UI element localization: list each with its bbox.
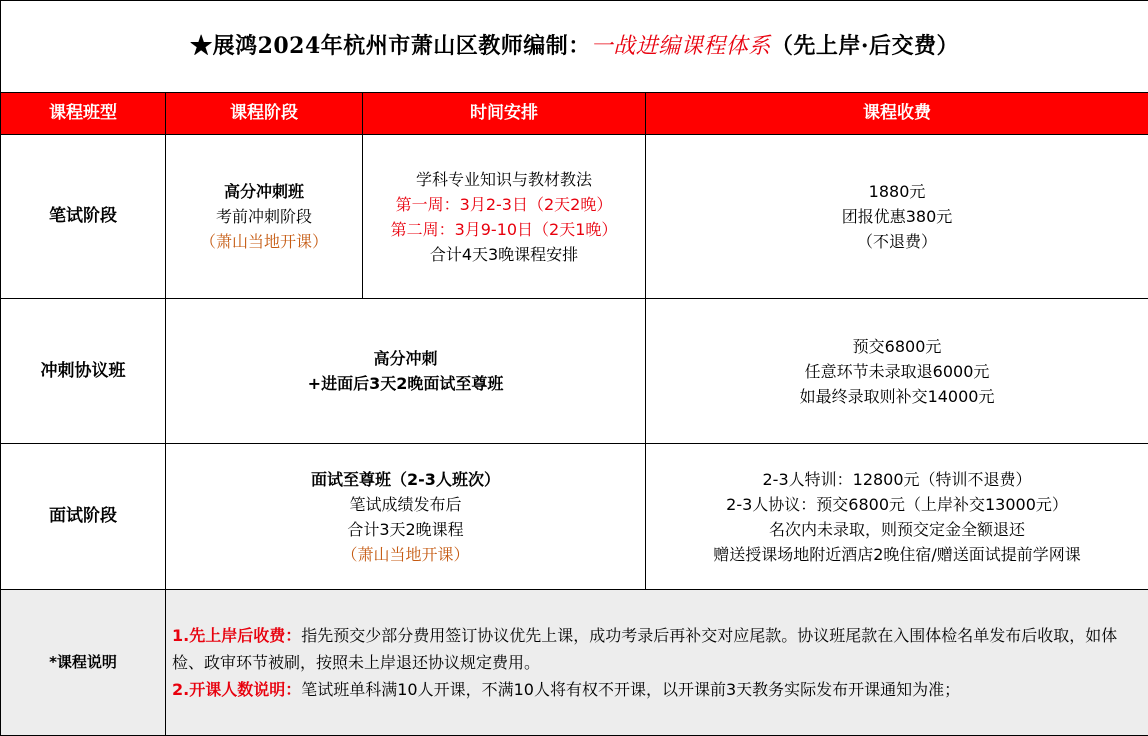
interview-fee-line2: 2-3人协议：预交6800元（上岸补交13000元） xyxy=(646,492,1148,517)
written-fee-group: 团报优惠380元 xyxy=(646,204,1148,229)
notes-cell xyxy=(166,590,1148,736)
written-fee-note: （不退费） xyxy=(646,229,1148,254)
written-stage-cell xyxy=(166,135,363,299)
written-schedule-cell xyxy=(363,135,646,299)
written-stage-name: 高分冲刺班 xyxy=(166,179,362,204)
header-course-stage: 课程阶段 xyxy=(166,93,363,135)
row-label-interview: 面试阶段 xyxy=(1,444,166,590)
notes-item-2-text: 笔试班单科满10人开课，不满10人将有权不开课，以开课前3天教务实际发布开课通知为准； xyxy=(301,680,960,699)
table-row-sprint xyxy=(1,299,1148,444)
written-schedule-week1: 第一周：3月2-3日（2天2晚） xyxy=(363,192,645,217)
interview-content-line2: 笔试成绩发布后 xyxy=(166,492,645,517)
title-accent: 一战进编课程体系 xyxy=(591,34,771,59)
sprint-fee-cell xyxy=(646,299,1148,444)
table-row-notes xyxy=(1,590,1148,736)
header-schedule: 时间安排 xyxy=(363,93,646,135)
sprint-content-line1: 高分冲刺 xyxy=(166,346,645,371)
sprint-fee-line1: 预交6800元 xyxy=(646,334,1148,359)
written-stage-location: （萧山当地开课） xyxy=(166,229,362,254)
header-fee: 课程收费 xyxy=(646,93,1148,135)
interview-content-location: （萧山当地开课） xyxy=(166,542,645,567)
title-suffix: （先上岸·后交费） xyxy=(771,33,959,59)
interview-fee-line3: 名次内未录取，则预交定金全额退还 xyxy=(646,517,1148,542)
written-schedule-week2: 第二周：3月9-10日（2天1晚） xyxy=(363,217,645,242)
title-prefix: ★展鸿2024年杭州市萧山区教师编制： xyxy=(190,33,591,59)
interview-content-line3: 合计3天2晚课程 xyxy=(166,517,645,542)
notes-item-1 xyxy=(172,622,1142,676)
written-fee-price: 1880元 xyxy=(646,179,1148,204)
written-schedule-total: 合计4天3晚课程安排 xyxy=(363,242,645,267)
sprint-fee-line3: 如最终录取则补交14000元 xyxy=(646,384,1148,409)
header-course-type: 课程班型 xyxy=(1,93,166,135)
notes-item-2-title: 2.开课人数说明： xyxy=(172,680,301,699)
interview-fee-cell xyxy=(646,444,1148,590)
written-schedule-subject: 学科专业知识与教材教法 xyxy=(363,167,645,192)
notes-item-2 xyxy=(172,676,1142,703)
row-label-notes: *课程说明 xyxy=(1,590,166,736)
interview-fee-line1: 2-3人特训：12800元（特训不退费） xyxy=(646,467,1148,492)
interview-content-line1: 面试至尊班（2-3人班次） xyxy=(166,467,645,492)
table-header-row xyxy=(1,93,1148,135)
sprint-fee-line2: 任意环节未录取退6000元 xyxy=(646,359,1148,384)
row-label-written: 笔试阶段 xyxy=(1,135,166,299)
row-label-sprint: 冲刺协议班 xyxy=(1,299,166,444)
sprint-content-cell xyxy=(166,299,646,444)
notes-item-1-text: 指先预交少部分费用签订协议优先上课，成功考录后再补交对应尾款。协议班尾款在入围体检名单发布后收取，如体检、政审环节被刷，按照未上岸退还协议规定费用。 xyxy=(172,626,1117,672)
table-row-written xyxy=(1,135,1148,299)
page-title xyxy=(1,1,1148,93)
interview-content-cell xyxy=(166,444,646,590)
notes-item-1-title: 1.先上岸后收费： xyxy=(172,626,301,645)
sprint-content-line2: +进面后3天2晚面试至尊班 xyxy=(166,371,645,396)
written-fee-cell xyxy=(646,135,1148,299)
table-row-interview xyxy=(1,444,1148,590)
interview-fee-line4: 赠送授课场地附近酒店2晚住宿/赠送面试提前学网课 xyxy=(646,542,1148,567)
written-stage-desc: 考前冲刺阶段 xyxy=(166,204,362,229)
